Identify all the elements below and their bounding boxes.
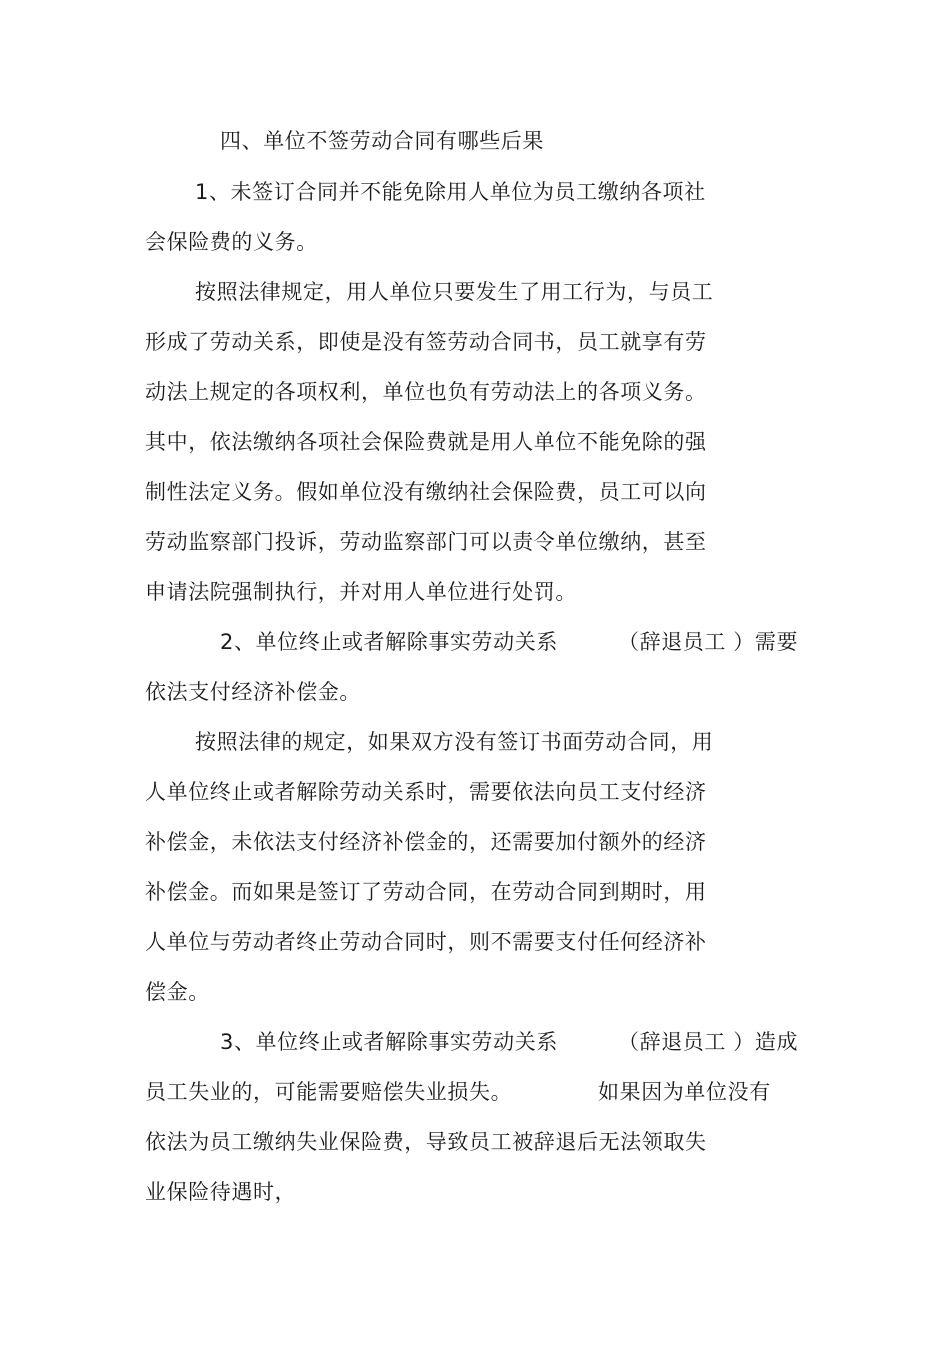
paragraph-line: 其中，依法缴纳各项社会保险费就是用人单位不能免除的强 <box>145 430 707 454</box>
paragraph-line: 劳动监察部门投诉，劳动监察部门可以责令单位缴纳，甚至 <box>145 530 707 554</box>
paragraph-line-aside: 如果因为单位没有 <box>598 1080 771 1104</box>
paragraph-line: 依法为员工缴纳失业保险费，导致员工被辞退后无法领取失 <box>145 1130 707 1154</box>
paragraph-line: 补偿金。而如果是签订了劳动合同，在劳动合同到期时，用 <box>145 880 707 904</box>
paragraph-line: 制性法定义务。假如单位没有缴纳社会保险费，员工可以向 <box>145 480 707 504</box>
paragraph-line: 按照法律的规定，如果双方没有签订书面劳动合同，用 <box>195 730 714 754</box>
paragraph-line: 补偿金，未依法支付经济补偿金的，还需要加付额外的经济 <box>145 830 707 854</box>
paragraph-line-aside: （辞退员工 ）造成 <box>618 1030 799 1054</box>
paragraph-line: 申请法院强制执行，并对用人单位进行处罚。 <box>145 580 577 604</box>
paragraph-line: 形成了劳动关系，即使是没有签劳动合同书，员工就享有劳 <box>145 330 707 354</box>
paragraph-line-aside: （辞退员工 ）需要 <box>618 630 799 654</box>
paragraph-line: 员工失业的，可能需要赔偿失业损失。 <box>145 1080 513 1104</box>
paragraph-line: 人单位终止或者解除劳动关系时，需要依法向员工支付经济 <box>145 780 707 804</box>
paragraph-line: 动法上规定的各项权利，单位也负有劳动法上的各项义务。 <box>145 380 707 404</box>
paragraph-line: 1、未签订合同并不能免除用人单位为员工缴纳各项社 <box>195 180 706 204</box>
paragraph-line: 2、单位终止或者解除事实劳动关系 <box>220 630 558 654</box>
paragraph-line: 依法支付经济补偿金。 <box>145 680 361 704</box>
paragraph-line: 会保险费的义务。 <box>145 230 318 254</box>
paragraph-line: 偿金。 <box>145 980 210 1004</box>
paragraph-line: 业保险待遇时， <box>145 1180 297 1204</box>
paragraph-line: 3、单位终止或者解除事实劳动关系 <box>220 1030 558 1054</box>
paragraph-line: 人单位与劳动者终止劳动合同时，则不需要支付任何经济补 <box>145 930 707 954</box>
paragraph-line: 按照法律规定，用人单位只要发生了用工行为，与员工 <box>195 280 714 304</box>
section-heading: 四、单位不签劳动合同有哪些后果 <box>220 129 544 153</box>
